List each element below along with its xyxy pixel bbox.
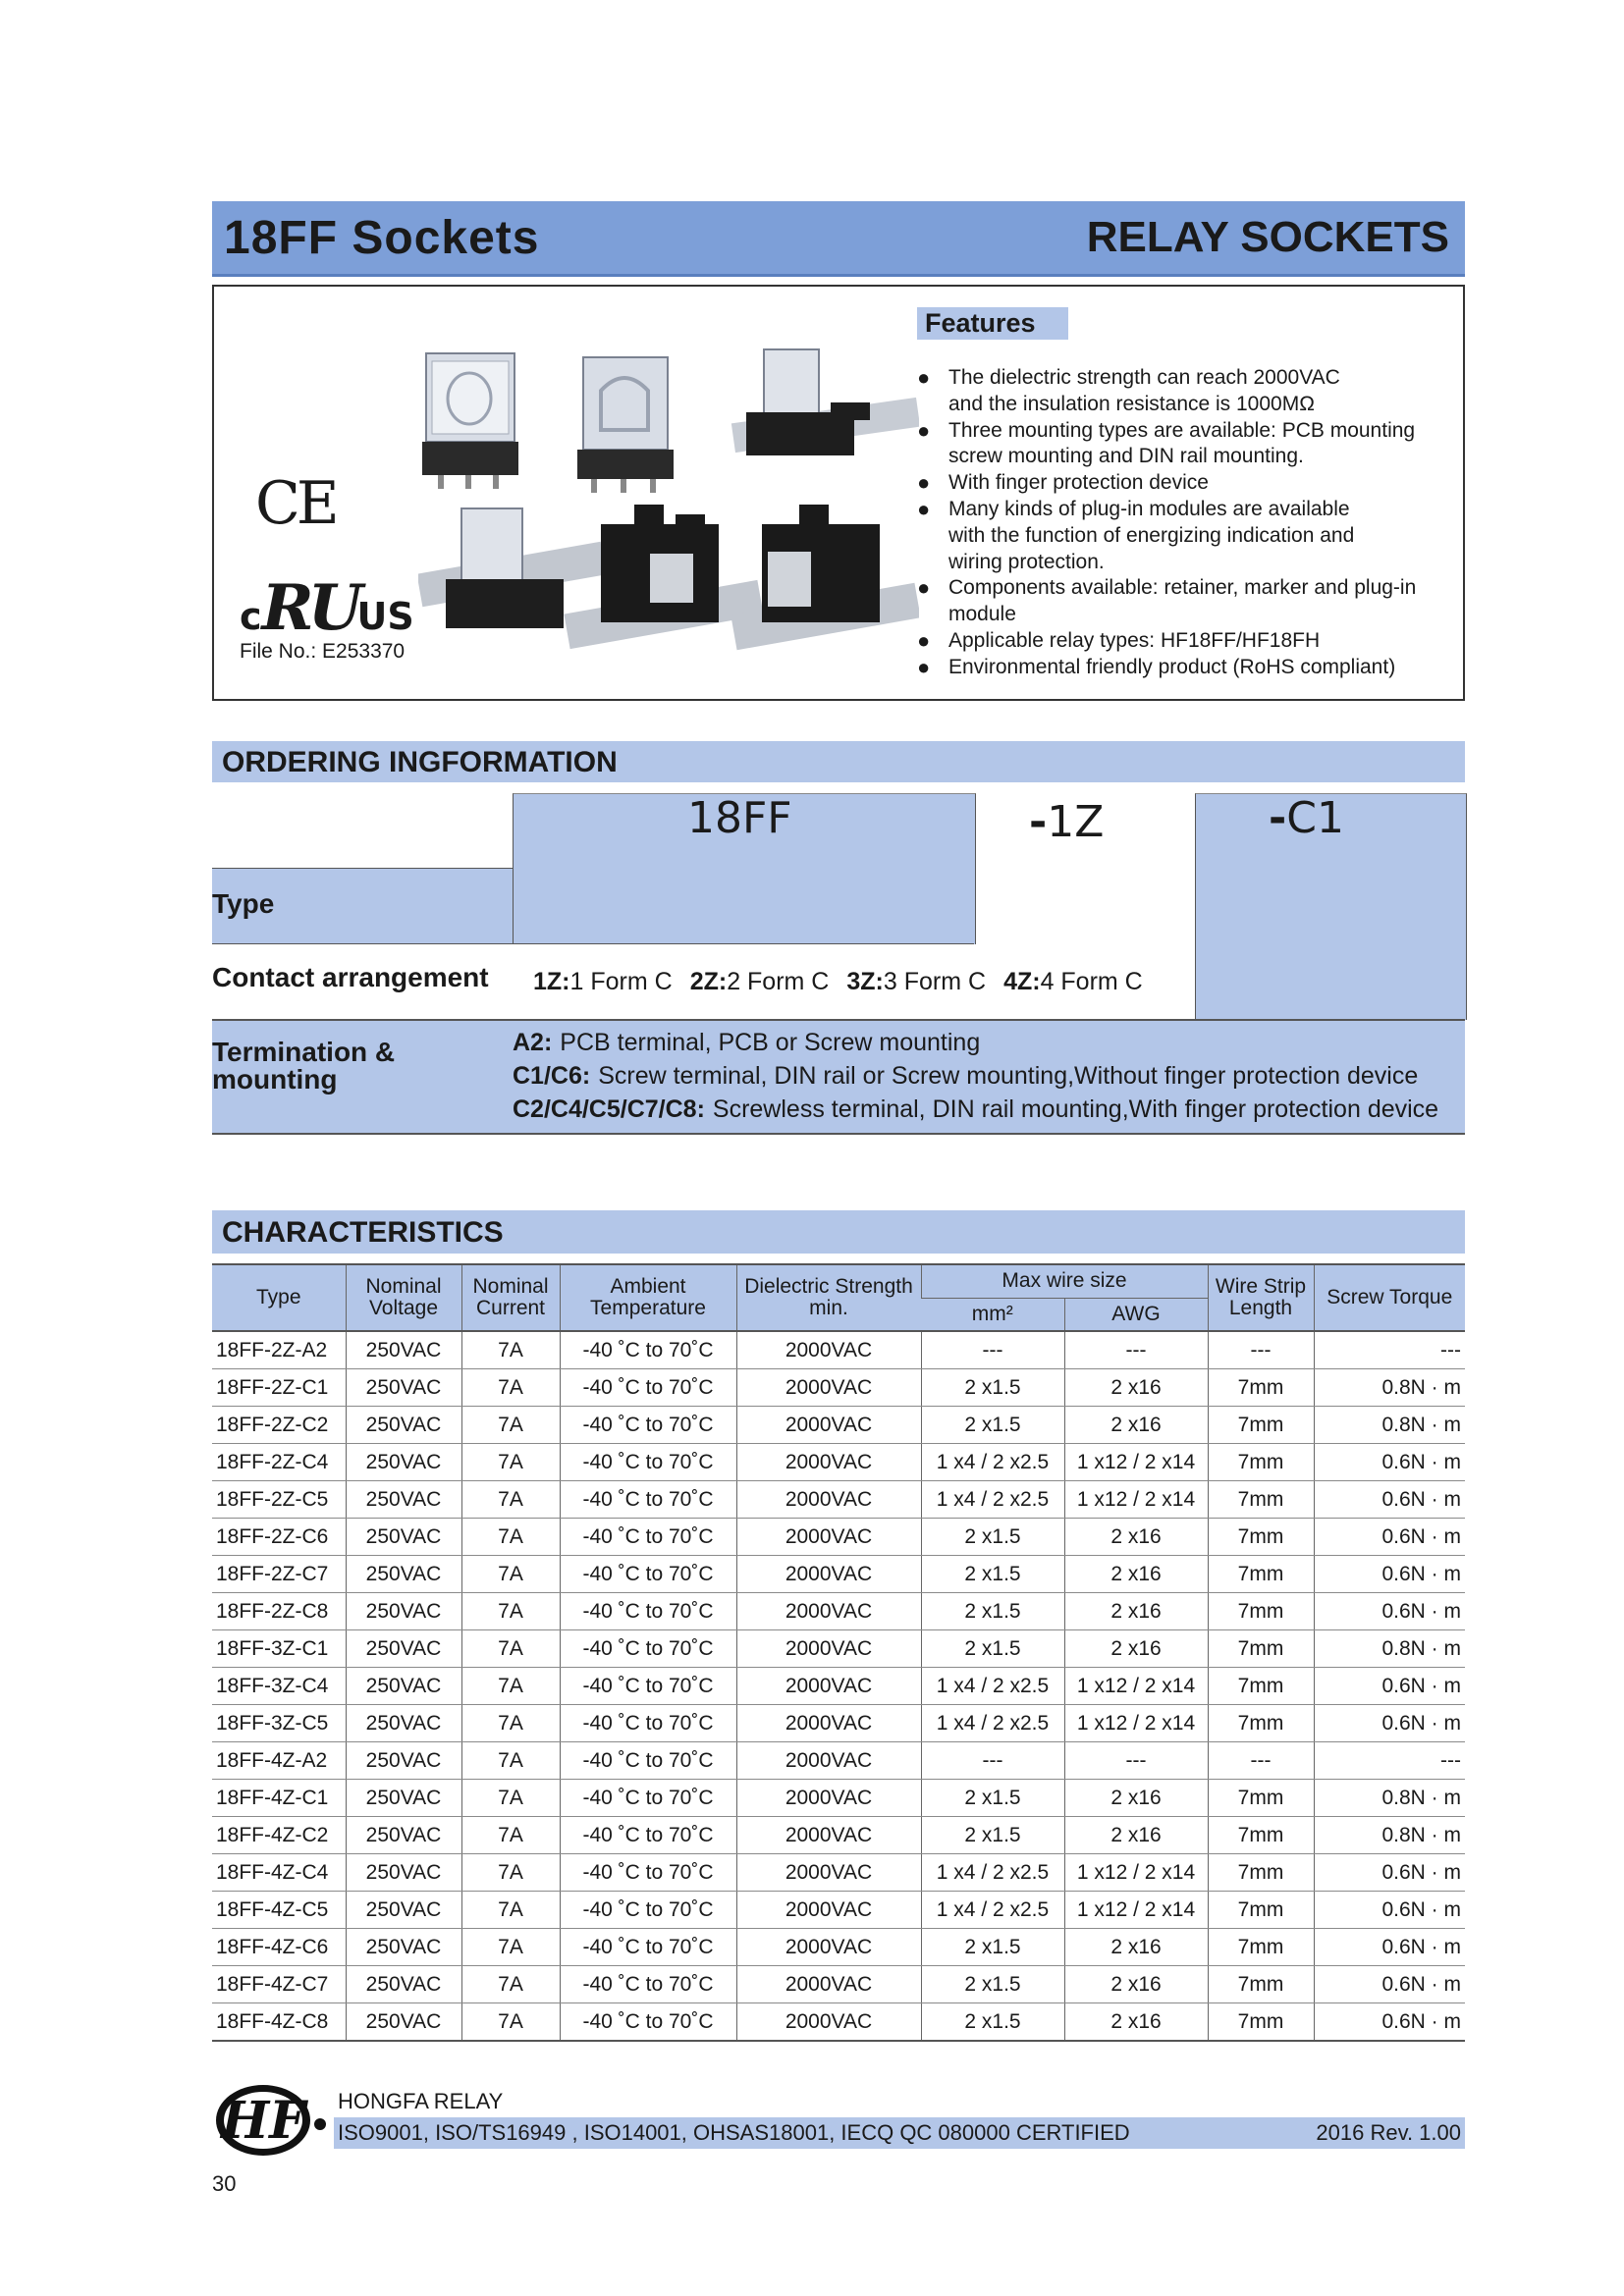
table-cell: 18FF-3Z-C4 xyxy=(212,1668,346,1705)
table-cell: 1 x4 / 2 x2.5 xyxy=(921,1481,1064,1519)
table-cell: 250VAC xyxy=(346,1705,461,1742)
table-cell: 2 x16 xyxy=(1064,2003,1208,2042)
table-cell: 18FF-4Z-C8 xyxy=(212,2003,346,2042)
table-cell: 0.8N · m xyxy=(1314,1817,1465,1854)
table-cell: 2 x16 xyxy=(1064,1369,1208,1407)
code-type: 18FF xyxy=(687,793,792,843)
table-cell: 2000VAC xyxy=(736,1892,921,1929)
col-header-strip-length: Wire Strip Length xyxy=(1208,1264,1314,1331)
table-cell: 1 x12 / 2 x14 xyxy=(1064,1444,1208,1481)
table-cell: -40 ˚C to 70˚C xyxy=(560,1892,736,1929)
table-row xyxy=(212,1519,1465,1556)
table-cell: -40 ˚C to 70˚C xyxy=(560,1668,736,1705)
table-cell: 250VAC xyxy=(346,1593,461,1630)
table-cell: 18FF-2Z-C4 xyxy=(212,1444,346,1481)
table-row xyxy=(212,1331,1465,1369)
table-cell: 250VAC xyxy=(346,1929,461,1966)
table-row xyxy=(212,1556,1465,1593)
table-cell: 7A xyxy=(461,1444,560,1481)
table-cell: 7mm xyxy=(1208,1519,1314,1556)
table-cell: 7A xyxy=(461,1966,560,2003)
certifications-text: ISO9001, ISO/TS16949 , ISO14001, OHSAS18001, IECQ QC 080000 CERTIFIED xyxy=(338,2120,1130,2145)
table-cell: 18FF-4Z-C6 xyxy=(212,1929,346,1966)
table-cell: 2 x1.5 xyxy=(921,1630,1064,1668)
table-cell: 250VAC xyxy=(346,1780,461,1817)
table-cell: 7A xyxy=(461,1369,560,1407)
table-cell: 0.6N · m xyxy=(1314,1556,1465,1593)
col-header-torque: Screw Torque xyxy=(1314,1264,1465,1331)
table-cell: -40 ˚C to 70˚C xyxy=(560,1780,736,1817)
table-cell: 2000VAC xyxy=(736,1481,921,1519)
table-cell: 0.8N · m xyxy=(1314,1630,1465,1668)
table-cell: 2000VAC xyxy=(736,1966,921,2003)
table-cell: 2000VAC xyxy=(736,1444,921,1481)
code-termination: -C1 xyxy=(1269,793,1344,843)
table-cell: 0.6N · m xyxy=(1314,1705,1465,1742)
table-cell: --- xyxy=(1064,1331,1208,1369)
table-cell: 2000VAC xyxy=(736,1929,921,1966)
contact-option-text: 1 Form C xyxy=(569,968,673,995)
table-cell: 2 x16 xyxy=(1064,1593,1208,1630)
table-cell: 1 x4 / 2 x2.5 xyxy=(921,1444,1064,1481)
col-header-mm2: mm² xyxy=(921,1298,1064,1331)
termination-option-code: A2: xyxy=(513,1029,553,1056)
contact-option-text: 2 Form C xyxy=(727,968,830,995)
table-cell: 7mm xyxy=(1208,2003,1314,2042)
table-row xyxy=(212,1630,1465,1668)
table-cell: 18FF-4Z-C7 xyxy=(212,1966,346,2003)
table-row xyxy=(212,1742,1465,1780)
contact-option-code: 1Z: xyxy=(533,968,570,995)
table-cell: -40 ˚C to 70˚C xyxy=(560,1929,736,1966)
relay-photo-1 xyxy=(422,353,518,489)
table-cell: 18FF-2Z-C2 xyxy=(212,1407,346,1444)
table-cell: 1 x12 / 2 x14 xyxy=(1064,1481,1208,1519)
table-cell: -40 ˚C to 70˚C xyxy=(560,2003,736,2042)
table-cell: 0.6N · m xyxy=(1314,1668,1465,1705)
feature-item: ● Environmental friendly product (RoHS compliant) xyxy=(917,655,1462,681)
table-cell: 250VAC xyxy=(346,1854,461,1892)
table-cell: 250VAC xyxy=(346,1668,461,1705)
table-cell: 2000VAC xyxy=(736,1854,921,1892)
table-cell: 250VAC xyxy=(346,1481,461,1519)
table-row xyxy=(212,2003,1465,2042)
table-cell: -40 ˚C to 70˚C xyxy=(560,1742,736,1780)
termination-option-text: PCB terminal, PCB or Screw mounting xyxy=(560,1029,981,1056)
col-header-temperature: Ambient Temperature xyxy=(560,1264,736,1331)
termination-option xyxy=(513,1026,1438,1059)
table-cell: 2 x1.5 xyxy=(921,1369,1064,1407)
table-cell: 0.6N · m xyxy=(1314,1854,1465,1892)
table-cell: 250VAC xyxy=(346,1966,461,2003)
termination-options xyxy=(513,1026,1438,1126)
table-cell: 2 x1.5 xyxy=(921,1966,1064,2003)
col-header-type: Type xyxy=(212,1264,346,1331)
table-cell: 1 x12 / 2 x14 xyxy=(1064,1668,1208,1705)
table-row xyxy=(212,1817,1465,1854)
contact-options xyxy=(533,968,1143,996)
table-cell: --- xyxy=(1314,1331,1465,1369)
table-cell: -40 ˚C to 70˚C xyxy=(560,1369,736,1407)
type-label: Type xyxy=(212,888,275,919)
termination-option-code: C1/C6: xyxy=(513,1062,591,1090)
col-header-awg: AWG xyxy=(1064,1298,1208,1331)
table-cell: 7mm xyxy=(1208,1369,1314,1407)
table-cell: 2000VAC xyxy=(736,1705,921,1742)
table-cell: 250VAC xyxy=(346,1817,461,1854)
table-cell: 250VAC xyxy=(346,1892,461,1929)
feature-item: ● Three mounting types are available: PCB mounting screw mounting and DIN rail mounting. xyxy=(917,418,1462,471)
table-cell: 2000VAC xyxy=(736,1593,921,1630)
table-cell: 7mm xyxy=(1208,1966,1314,2003)
contact-option-code: 3Z: xyxy=(846,968,884,995)
termination-option-text: Screw terminal, DIN rail or Screw mounting,Without finger protection device xyxy=(598,1062,1419,1090)
table-cell: 2000VAC xyxy=(736,1407,921,1444)
table-cell: 0.6N · m xyxy=(1314,1966,1465,2003)
table-cell: 1 x12 / 2 x14 xyxy=(1064,1854,1208,1892)
table-cell: 18FF-3Z-C1 xyxy=(212,1630,346,1668)
table-cell: 0.6N · m xyxy=(1314,1929,1465,1966)
table-cell: 2000VAC xyxy=(736,1331,921,1369)
table-cell: 7mm xyxy=(1208,1817,1314,1854)
features-heading: Features xyxy=(917,307,1068,340)
table-cell: 0.8N · m xyxy=(1314,1407,1465,1444)
table-cell: 7A xyxy=(461,1481,560,1519)
table-cell: 7A xyxy=(461,1854,560,1892)
table-cell: 2000VAC xyxy=(736,1630,921,1668)
page-number: 30 xyxy=(212,2171,237,2196)
table-cell: 2 x1.5 xyxy=(921,1593,1064,1630)
relay-photo-3 xyxy=(731,349,919,455)
contact-option-text: 4 Form C xyxy=(1040,968,1143,995)
relay-photo-6 xyxy=(731,505,919,650)
table-row xyxy=(212,1780,1465,1817)
table-cell: 0.6N · m xyxy=(1314,1444,1465,1481)
table-cell: 7mm xyxy=(1208,1668,1314,1705)
characteristics-table xyxy=(212,1263,1465,2042)
table-cell: 7mm xyxy=(1208,1780,1314,1817)
table-cell: 2 x1.5 xyxy=(921,1817,1064,1854)
product-photos-image xyxy=(418,332,919,656)
table-cell: 7A xyxy=(461,2003,560,2042)
table-row xyxy=(212,1854,1465,1892)
table-cell: --- xyxy=(1208,1331,1314,1369)
table-cell: 7A xyxy=(461,1668,560,1705)
table-cell: 250VAC xyxy=(346,2003,461,2042)
table-cell: 2000VAC xyxy=(736,1817,921,1854)
table-cell: 7mm xyxy=(1208,1407,1314,1444)
relay-photo-2 xyxy=(577,357,674,493)
table-cell: -40 ˚C to 70˚C xyxy=(560,1331,736,1369)
table-cell: 18FF-2Z-C6 xyxy=(212,1519,346,1556)
svg-text:HF: HF xyxy=(220,2091,306,2151)
features-list xyxy=(917,365,1462,681)
col-header-wire-size: Max wire size xyxy=(921,1264,1208,1298)
table-row xyxy=(212,1966,1465,2003)
table-row xyxy=(212,1892,1465,1929)
table-cell: 7A xyxy=(461,1556,560,1593)
file-number: File No.: E253370 xyxy=(240,640,406,663)
table-cell: --- xyxy=(1314,1742,1465,1780)
table-row xyxy=(212,1407,1465,1444)
table-cell: 18FF-4Z-C1 xyxy=(212,1780,346,1817)
table-cell: 250VAC xyxy=(346,1742,461,1780)
table-cell: 1 x4 / 2 x2.5 xyxy=(921,1892,1064,1929)
table-cell: 1 x4 / 2 x2.5 xyxy=(921,1854,1064,1892)
table-cell: -40 ˚C to 70˚C xyxy=(560,1556,736,1593)
table-cell: 250VAC xyxy=(346,1444,461,1481)
feature-item: ● Many kinds of plug-in modules are available with the function of energizing indication and wiring protection. xyxy=(917,497,1462,575)
table-cell: 2 x16 xyxy=(1064,1966,1208,2003)
col-header-current: Nominal Current xyxy=(461,1264,560,1331)
table-cell: 2 x1.5 xyxy=(921,2003,1064,2042)
termination-option-text: Screwless terminal, DIN rail mounting,With finger protection device xyxy=(712,1095,1439,1123)
table-cell: 7mm xyxy=(1208,1630,1314,1668)
table-cell: 2 x1.5 xyxy=(921,1929,1064,1966)
table-cell: 0.6N · m xyxy=(1314,1593,1465,1630)
table-cell: --- xyxy=(921,1742,1064,1780)
table-cell: 7mm xyxy=(1208,1854,1314,1892)
table-cell: 7mm xyxy=(1208,1481,1314,1519)
table-cell: -40 ˚C to 70˚C xyxy=(560,1407,736,1444)
table-cell: 2 x16 xyxy=(1064,1929,1208,1966)
table-row xyxy=(212,1481,1465,1519)
table-cell: 2 x16 xyxy=(1064,1556,1208,1593)
feature-item: ● With finger protection device xyxy=(917,470,1462,497)
table-row xyxy=(212,1593,1465,1630)
table-cell: 18FF-2Z-C1 xyxy=(212,1369,346,1407)
table-cell: 2 x1.5 xyxy=(921,1407,1064,1444)
table-cell: 2000VAC xyxy=(736,1780,921,1817)
divider xyxy=(212,943,974,944)
product-category: RELAY SOCKETS xyxy=(1086,213,1449,261)
table-cell: -40 ˚C to 70˚C xyxy=(560,1817,736,1854)
table-cell: 1 x4 / 2 x2.5 xyxy=(921,1705,1064,1742)
table-cell: 7A xyxy=(461,1817,560,1854)
table-cell: 2 x16 xyxy=(1064,1407,1208,1444)
table-cell: 18FF-4Z-A2 xyxy=(212,1742,346,1780)
table-cell: 1 x4 / 2 x2.5 xyxy=(921,1668,1064,1705)
table-cell: 2 x1.5 xyxy=(921,1780,1064,1817)
table-cell: 0.6N · m xyxy=(1314,1519,1465,1556)
table-row xyxy=(212,1668,1465,1705)
table-cell: 7A xyxy=(461,1519,560,1556)
table-cell: -40 ˚C to 70˚C xyxy=(560,1705,736,1742)
ul-mark-icon: cRUUS xyxy=(240,571,414,645)
table-cell: 2 x1.5 xyxy=(921,1556,1064,1593)
table-cell: 2000VAC xyxy=(736,1369,921,1407)
table-cell: -40 ˚C to 70˚C xyxy=(560,1444,736,1481)
table-cell: -40 ˚C to 70˚C xyxy=(560,1519,736,1556)
table-cell: 0.8N · m xyxy=(1314,1369,1465,1407)
table-cell: 2 x16 xyxy=(1064,1780,1208,1817)
ordering-heading: ORDERING INGFORMATION xyxy=(212,741,1465,782)
table-cell: 7A xyxy=(461,1892,560,1929)
table-row xyxy=(212,1705,1465,1742)
table-cell: -40 ˚C to 70˚C xyxy=(560,1854,736,1892)
table-cell: 250VAC xyxy=(346,1407,461,1444)
table-row xyxy=(212,1929,1465,1966)
table-cell: -40 ˚C to 70˚C xyxy=(560,1630,736,1668)
table-cell: 0.6N · m xyxy=(1314,1892,1465,1929)
table-cell: -40 ˚C to 70˚C xyxy=(560,1481,736,1519)
table-cell: 18FF-2Z-C5 xyxy=(212,1481,346,1519)
table-row xyxy=(212,1444,1465,1481)
table-cell: 2 x16 xyxy=(1064,1519,1208,1556)
contact-option-text: 3 Form C xyxy=(883,968,987,995)
relay-photo-4 xyxy=(418,508,607,628)
table-cell: 0.6N · m xyxy=(1314,2003,1465,2042)
table-cell: 18FF-4Z-C4 xyxy=(212,1854,346,1892)
table-cell: 7mm xyxy=(1208,1444,1314,1481)
table-cell: 2000VAC xyxy=(736,1742,921,1780)
table-cell: 2000VAC xyxy=(736,2003,921,2042)
table-cell: 2 x16 xyxy=(1064,1817,1208,1854)
feature-item: ● Components available: retainer, marker and plug-in module xyxy=(917,575,1462,628)
revision-text: 2016 Rev. 1.00 xyxy=(1316,2120,1461,2145)
table-cell: 18FF-2Z-C8 xyxy=(212,1593,346,1630)
company-name: HONGFA RELAY xyxy=(338,2089,504,2113)
table-cell: 250VAC xyxy=(346,1630,461,1668)
table-cell: 2000VAC xyxy=(736,1519,921,1556)
contact-label: Contact arrangement xyxy=(212,962,489,992)
table-cell: 250VAC xyxy=(346,1556,461,1593)
table-cell: 2000VAC xyxy=(736,1556,921,1593)
certification-bar xyxy=(334,2117,1465,2149)
table-row xyxy=(212,1369,1465,1407)
feature-item: ● The dielectric strength can reach 2000VAC and the insulation resistance is 1000MΩ xyxy=(917,365,1462,418)
contact-option-code: 4Z: xyxy=(1003,968,1041,995)
table-cell: 7mm xyxy=(1208,1593,1314,1630)
table-cell: 7A xyxy=(461,1593,560,1630)
termination-option-code: C2/C4/C5/C7/C8: xyxy=(513,1095,705,1123)
table-cell: 7A xyxy=(461,1929,560,1966)
col-header-voltage: Nominal Voltage xyxy=(346,1264,461,1331)
table-cell: --- xyxy=(1064,1742,1208,1780)
table-cell: 7mm xyxy=(1208,1556,1314,1593)
table-cell: 7A xyxy=(461,1407,560,1444)
feature-item: ● Applicable relay types: HF18FF/HF18FH xyxy=(917,628,1462,655)
table-cell: --- xyxy=(921,1331,1064,1369)
table-cell: 7A xyxy=(461,1705,560,1742)
hongfa-logo-icon xyxy=(212,2081,328,2160)
table-cell: -40 ˚C to 70˚C xyxy=(560,1966,736,2003)
table-cell: 18FF-3Z-C5 xyxy=(212,1705,346,1742)
divider xyxy=(212,868,513,869)
table-cell: 7A xyxy=(461,1331,560,1369)
code-contact: -1Z xyxy=(1029,797,1105,847)
termination-option xyxy=(513,1093,1438,1126)
table-cell: 7A xyxy=(461,1742,560,1780)
contact-option-code: 2Z: xyxy=(689,968,728,995)
table-cell: 18FF-2Z-C7 xyxy=(212,1556,346,1593)
table-cell: 7A xyxy=(461,1630,560,1668)
table-cell: 2 x1.5 xyxy=(921,1519,1064,1556)
table-cell: 18FF-2Z-A2 xyxy=(212,1331,346,1369)
table-cell: 1 x12 / 2 x14 xyxy=(1064,1705,1208,1742)
table-cell: 2000VAC xyxy=(736,1668,921,1705)
product-title: 18FF Sockets xyxy=(224,212,540,264)
table-cell: 7A xyxy=(461,1780,560,1817)
table-cell: 250VAC xyxy=(346,1331,461,1369)
title-banner xyxy=(212,201,1465,277)
table-cell: 2 x16 xyxy=(1064,1630,1208,1668)
termination-option xyxy=(513,1059,1438,1093)
table-cell: 250VAC xyxy=(346,1369,461,1407)
termination-label: Termination & mounting xyxy=(212,1037,396,1095)
table-cell: 250VAC xyxy=(346,1519,461,1556)
table-cell: 18FF-4Z-C2 xyxy=(212,1817,346,1854)
table-cell: 7mm xyxy=(1208,1892,1314,1929)
table-cell: 7mm xyxy=(1208,1929,1314,1966)
ce-mark-icon: CE xyxy=(255,469,336,538)
characteristics-heading: CHARACTERISTICS xyxy=(212,1210,1465,1254)
table-cell: 7mm xyxy=(1208,1705,1314,1742)
table-cell: -40 ˚C to 70˚C xyxy=(560,1593,736,1630)
table-cell: 1 x12 / 2 x14 xyxy=(1064,1892,1208,1929)
table-cell: --- xyxy=(1208,1742,1314,1780)
col-header-dielectric: Dielectric Strength min. xyxy=(736,1264,921,1331)
table-cell: 18FF-4Z-C5 xyxy=(212,1892,346,1929)
table-cell: 0.6N · m xyxy=(1314,1481,1465,1519)
table-cell: 0.8N · m xyxy=(1314,1780,1465,1817)
